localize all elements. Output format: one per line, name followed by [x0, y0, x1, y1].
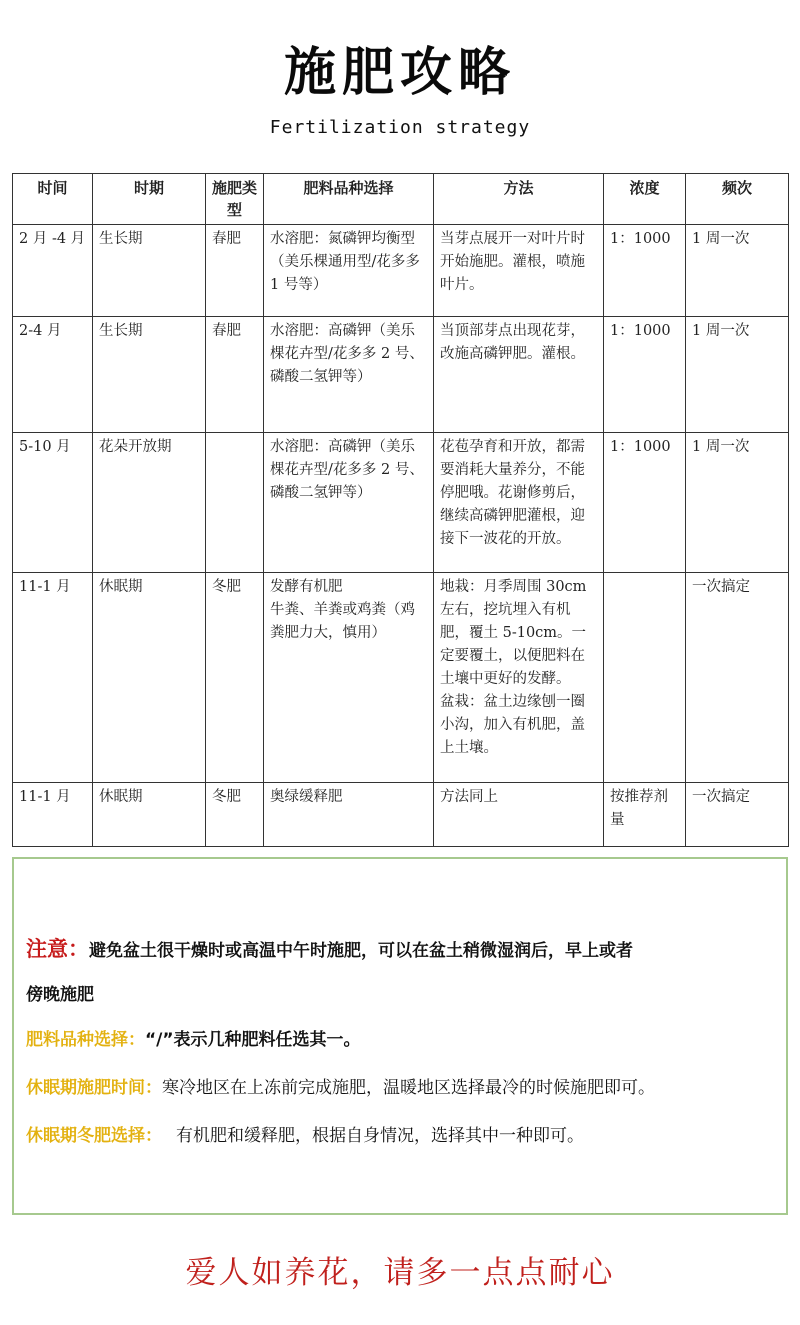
header-method: 方法 [434, 174, 604, 225]
cell-concentration: 1：1000 [604, 433, 686, 573]
cell-frequency: 1 周一次 [686, 433, 789, 573]
caution-note-continued [26, 980, 776, 1005]
cell-type: 春肥 [206, 317, 264, 433]
dormant-time-note [26, 1073, 776, 1098]
variety-label: 肥料品种选择： [26, 1030, 145, 1050]
cell-method: 地栽：月季周围 30cm 左右，挖坑埋入有机肥，覆土 5-10cm。一定要覆土，以便肥料在土壤中更好的发酵。 盆栽：盆土边缘刨一圈小沟，加入有机肥，盖上土壤。 [434, 573, 604, 783]
cell-period: 生长期 [93, 317, 206, 433]
cell-frequency: 1 周一次 [686, 317, 789, 433]
cell-frequency: 1 周一次 [686, 225, 789, 317]
cell-type: 冬肥 [206, 783, 264, 847]
header-type: 施肥类型 [206, 174, 264, 225]
table-row [13, 573, 789, 783]
cell-variety: 奥绿缓释肥 [264, 783, 434, 847]
cell-period: 休眠期 [93, 783, 206, 847]
cell-type: 春肥 [206, 225, 264, 317]
caution-text: 避免盆土很干燥时或高温中午时施肥，可以在盆土稍微湿润后，早上或者 [89, 941, 633, 961]
cell-time: 11-1 月 [13, 783, 93, 847]
header-frequency: 频次 [686, 174, 789, 225]
cell-variety: 发酵有机肥 牛粪、羊粪或鸡粪（鸡粪肥力大，慎用） [264, 573, 434, 783]
header-period: 时期 [93, 174, 206, 225]
cell-period: 花朵开放期 [93, 433, 206, 573]
cell-concentration [604, 573, 686, 783]
cell-method: 当芽点展开一对叶片时开始施肥。灌根，喷施叶片。 [434, 225, 604, 317]
table-row [13, 317, 789, 433]
cell-frequency: 一次搞定 [686, 783, 789, 847]
footer-slogan: 爱人如养花，请多一点点耐心 [185, 1255, 615, 1291]
cell-period: 休眠期 [93, 573, 206, 783]
caution-text-2: 傍晚施肥 [26, 985, 94, 1005]
table-row [13, 433, 789, 573]
dormant-choice-text: 有机肥和缓释肥，根据自身情况，选择其中一种即可。 [176, 1126, 584, 1146]
cell-type: 冬肥 [206, 573, 264, 783]
cell-variety: 水溶肥：高磷钾（美乐棵花卉型/花多多 2 号、磷酸二氢钾等） [264, 317, 434, 433]
variety-text: “/”表示几种肥料任选其一。 [145, 1030, 361, 1050]
cell-time: 11-1 月 [13, 573, 93, 783]
variety-note [26, 1025, 776, 1050]
cell-variety: 水溶肥：氮磷钾均衡型（美乐棵通用型/花多多 1 号等） [264, 225, 434, 317]
table-row [13, 783, 789, 847]
page-subtitle: Fertilization strategy [269, 117, 531, 138]
caution-label: 注意： [26, 937, 89, 961]
cell-frequency: 一次搞定 [686, 573, 789, 783]
dormant-choice-label: 休眠期冬肥选择： [26, 1126, 162, 1146]
cell-concentration: 1：1000 [604, 317, 686, 433]
notes-box [12, 857, 788, 1215]
cell-method: 方法同上 [434, 783, 604, 847]
cell-period: 生长期 [93, 225, 206, 317]
table-row [13, 225, 789, 317]
cell-time: 5-10 月 [13, 433, 93, 573]
cell-method: 花苞孕育和开放，都需要消耗大量养分，不能停肥哦。花谢修剪后，继续高磷钾肥灌根，迎接下一波花的开放。 [434, 433, 604, 573]
cell-time: 2-4 月 [13, 317, 93, 433]
cell-type [206, 433, 264, 573]
dormant-choice-note [26, 1121, 776, 1146]
page-title: 施肥攻略 [283, 42, 516, 103]
cell-concentration: 1：1000 [604, 225, 686, 317]
dormant-time-label: 休眠期施肥时间： [26, 1078, 162, 1098]
caution-note [26, 933, 776, 963]
cell-variety: 水溶肥：高磷钾（美乐棵花卉型/花多多 2 号、磷酸二氢钾等） [264, 433, 434, 573]
fertilization-table [12, 173, 789, 847]
cell-time: 2 月 -4 月 [13, 225, 93, 317]
table-header-row [13, 174, 789, 225]
cell-method: 当顶部芽点出现花芽，改施高磷钾肥。灌根。 [434, 317, 604, 433]
header-variety: 肥料品种选择 [264, 174, 434, 225]
header-concentration: 浓度 [604, 174, 686, 225]
cell-concentration: 按推荐剂量 [604, 783, 686, 847]
header-time: 时间 [13, 174, 93, 225]
dormant-time-text: 寒冷地区在上冻前完成施肥，温暖地区选择最冷的时候施肥即可。 [162, 1078, 655, 1098]
